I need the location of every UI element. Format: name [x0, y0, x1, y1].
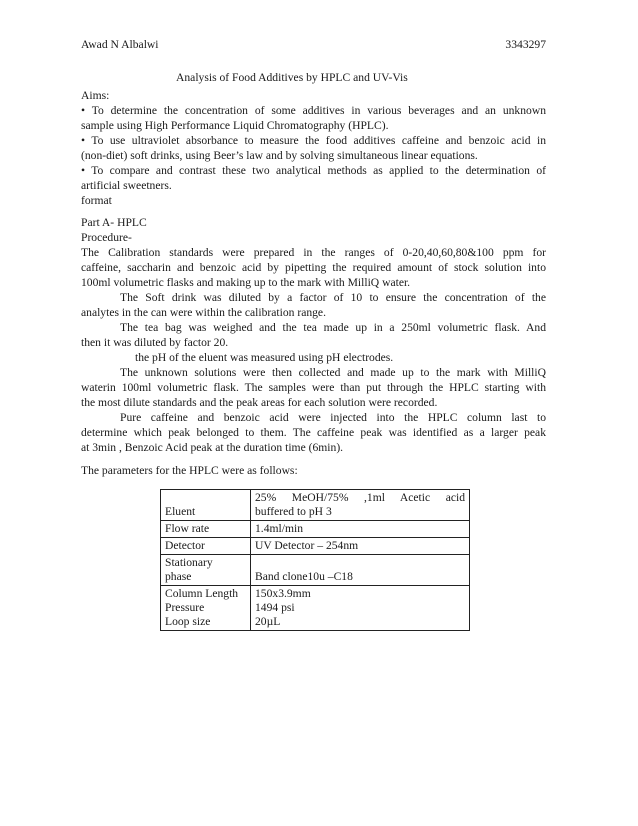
procedure-line: the most dilute standards and the peak areas for each solution were recorded. — [81, 396, 438, 409]
eluent-value: 25% MeOH/75% ,1ml Acetic acid — [255, 491, 465, 504]
table-cell — [161, 586, 251, 631]
procedure-line: analytes in the can were within the calibration range. — [81, 306, 326, 319]
procedure-line: at 3min , Benzoic Acid peak at the duration time (6min). — [81, 441, 344, 454]
table-cell: Flow rate — [161, 521, 251, 538]
aims-heading: Aims: — [81, 89, 110, 102]
procedure-line: waterin 100ml volumetric flask. The samples were than put through the HPLC starting with — [81, 381, 546, 394]
aims-line: artificial sweetners. — [81, 179, 172, 192]
procedure-line: The Soft drink was diluted by a factor of 10 to ensure the concentration of the — [120, 291, 546, 304]
procedure-line: the pH of the eluent was measured using pH electrodes. — [135, 351, 394, 364]
table-cell: Band clone10u –C18 — [251, 555, 470, 586]
loop-size-label: Loop size — [165, 615, 211, 628]
aims-line: (non-diet) soft drinks, using Beer’s law and by solving simultaneous linear equations. — [81, 149, 478, 162]
procedure-line: The Calibration standards were prepared in the ranges of 0-20,40,60,80&100 ppm for — [81, 246, 546, 259]
table-row — [161, 538, 470, 555]
column-length-value: 150x3.9mm — [255, 587, 311, 600]
table-cell — [161, 555, 251, 586]
aims-line: • To compare and contrast these two analytical methods as applied to the determination of — [81, 164, 546, 177]
procedure-heading: Procedure- — [81, 231, 132, 244]
table-row — [161, 555, 470, 586]
stationary-label: Stationary — [165, 556, 213, 569]
table-cell — [251, 490, 470, 521]
procedure-line: then it was diluted by factor 20. — [81, 336, 229, 349]
hplc-parameters-table — [160, 489, 470, 631]
aims-line: • To use ultraviolet absorbance to measure the food additives caffeine and benzoic acid in — [81, 134, 546, 147]
pressure-label: Pressure — [165, 601, 205, 614]
student-id: 3343297 — [505, 38, 546, 51]
aims-line: sample using High Performance Liquid Chromatography (HPLC). — [81, 119, 389, 132]
table-row — [161, 586, 470, 631]
procedure-line: The unknown solutions were then collected and made up to the mark with MilliQ — [120, 366, 546, 379]
table-cell: UV Detector – 254nm — [251, 538, 470, 555]
column-length-label: Column Length — [165, 587, 239, 600]
procedure-line: 100ml volumetric flasks and making up to the mark with MilliQ water. — [81, 276, 411, 289]
procedure-line: determine which peak belonged to them. The caffeine peak was identified as a larger peak — [81, 426, 546, 439]
params-intro: The parameters for the HPLC were as follows: — [81, 464, 298, 477]
loop-size-value: 20µL — [255, 615, 281, 628]
author-name: Awad N Albalwi — [81, 38, 159, 51]
stationary-label: phase — [165, 570, 192, 583]
document-title: Analysis of Food Additives by HPLC and UV-Vis — [176, 71, 408, 84]
eluent-value: buffered to pH 3 — [255, 505, 332, 518]
procedure-line: Pure caffeine and benzoic acid were injected into the HPLC column last to — [120, 411, 546, 424]
procedure-line: The tea bag was weighed and the tea made up in a 250ml volumetric flask. And — [120, 321, 546, 334]
aims-line: format — [81, 194, 112, 207]
table-cell: 1.4ml/min — [251, 521, 470, 538]
table-cell: Detector — [161, 538, 251, 555]
procedure-line: caffeine, saccharin and benzoic acid by pipetting the required amount of stock solution into — [81, 261, 546, 274]
table-cell: Eluent — [161, 490, 251, 521]
aims-line: • To determine the concentration of some additives in various beverages and an unknown — [81, 104, 546, 117]
part-a-heading: Part A- HPLC — [81, 216, 147, 229]
table-cell — [251, 586, 470, 631]
table-row — [161, 521, 470, 538]
table-row — [161, 490, 470, 521]
pressure-value: 1494 psi — [255, 601, 295, 614]
